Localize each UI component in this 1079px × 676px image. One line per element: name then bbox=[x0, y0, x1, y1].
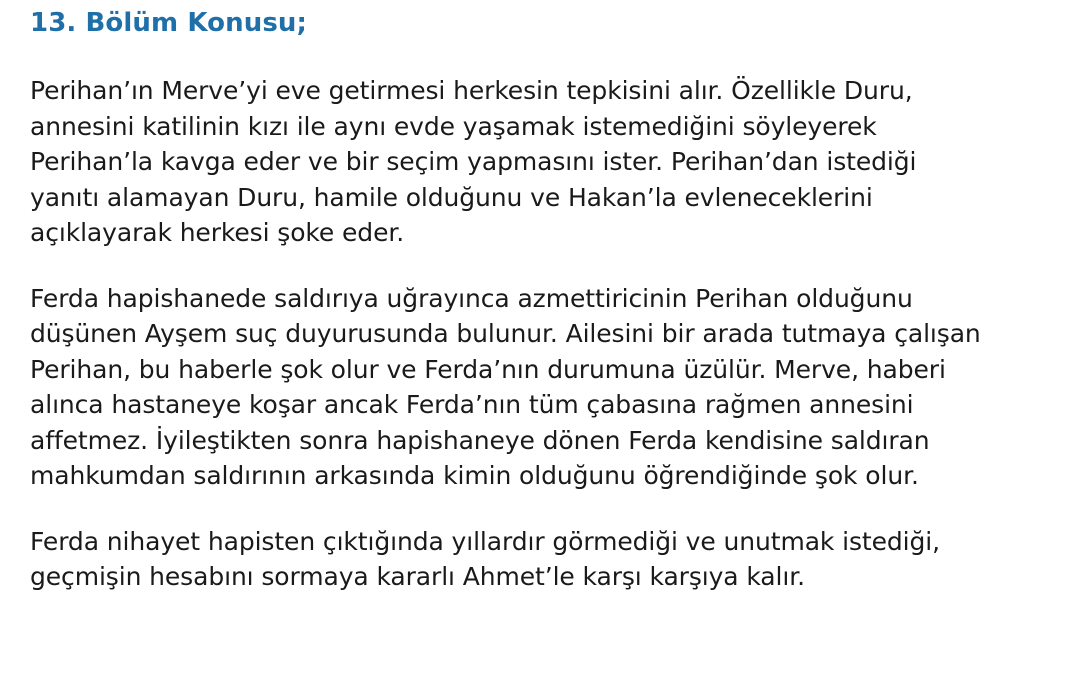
paragraph-3: Ferda nihayet hapisten çıktığında yıllardır görmediği ve unutmak istediği, geçmişin hesabını sormaya kararlı Ahmet’le karşı karşıya kalır. bbox=[30, 526, 940, 592]
page-title: 13. Bölüm Konusu; bbox=[30, 8, 308, 38]
paragraph-1: Perihan’ın Merve’yi eve getirmesi herkesin tepkisini alır. Özellikle Duru, annesini katilinin kızı ile aynı evde yaşamak istemediğini söyleyerek Perihan’la kavga eder ve bir seçim yapmasını ister. Perihan’dan istediği yanıtı alamayan Duru, hamile olduğunu ve Hakan’la evleneceklerini açıklayarak herkesi şoke eder. bbox=[30, 76, 917, 248]
paragraph-2: Ferda hapishanede saldırıya uğrayınca azmettiricinin Perihan olduğunu düşünen Ayşem suç duyurusunda bulunur. Ailesini bir arada tutmaya çalışan Perihan, bu haberle şok olur ve Ferda’nın durumuna üzülür. Merve, haberi alınca hastaneye koşar ancak Ferda’nın tüm çabasına rağmen annesini affetmez. İyileştikten sonra hapishaneye dönen Ferda kendisine saldıran mahkumdan saldırının arkasında kimin olduğunu öğrendiğinde şok olur. bbox=[30, 283, 981, 491]
